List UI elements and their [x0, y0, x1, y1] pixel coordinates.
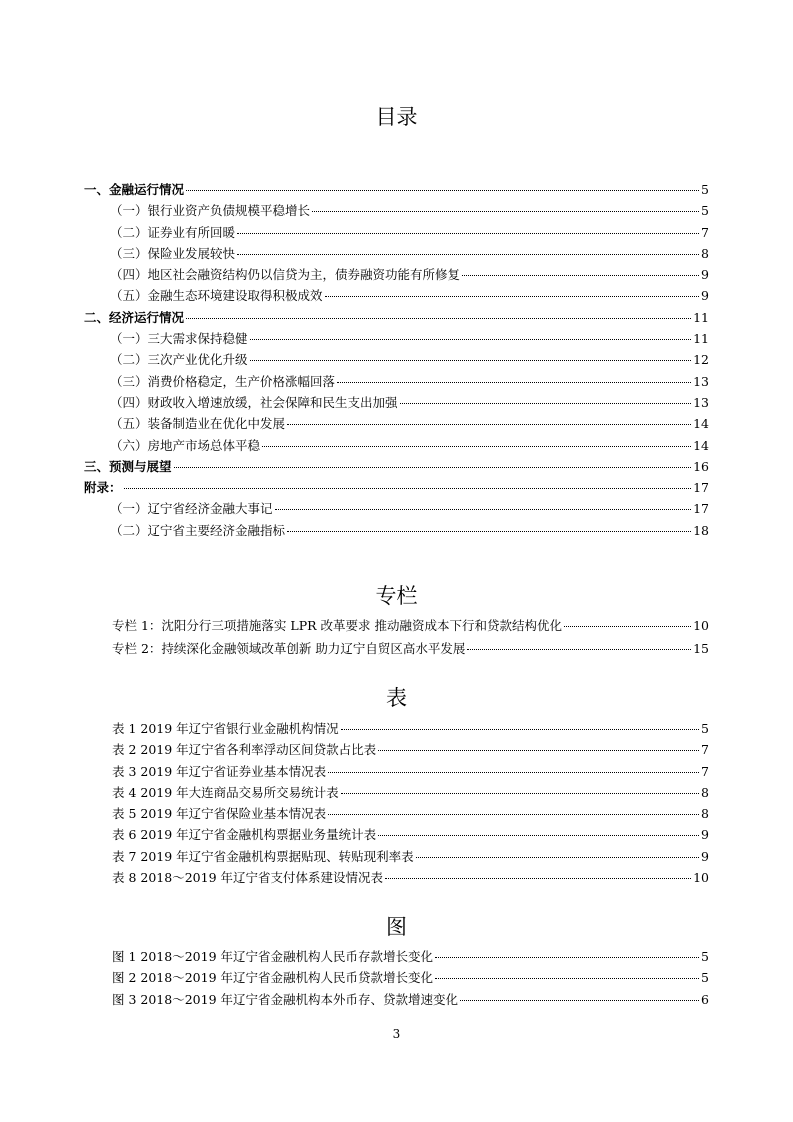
dot-leader [378, 834, 699, 836]
figures-list [0, 946, 793, 1010]
toc-entry[interactable] [0, 264, 793, 285]
columns-list [0, 615, 793, 660]
toc-entry-title: 一、金融运行情况 [84, 182, 185, 197]
tables-entry[interactable] [0, 782, 793, 803]
dot-leader [312, 210, 699, 212]
tables-entry-title: 表 8 2018～2019 年辽宁省支付体系建设情况表 [112, 870, 383, 886]
toc-entry[interactable] [0, 200, 793, 221]
figures-entry[interactable] [0, 967, 793, 988]
dot-leader [186, 317, 691, 319]
toc-entry-title: （五）装备制造业在优化中发展 [110, 416, 286, 432]
dot-leader [385, 877, 691, 879]
toc-entry-title: （二）证券业有所回暖 [110, 224, 236, 240]
toc-entry-title: 附录： [84, 480, 122, 496]
dot-leader [378, 749, 699, 751]
tables-entry-title: 表 4 2019 年大连商品交易所交易统计表 [112, 784, 339, 800]
toc-entry[interactable] [0, 222, 793, 243]
toc-entry-title: （一）银行业资产负债规模平稳增长 [110, 203, 311, 219]
toc-entry-title: （五）金融生态环境建设取得积极成效 [110, 288, 323, 304]
tables-entry[interactable] [0, 867, 793, 888]
toc-entry-page: 7 [701, 224, 709, 240]
tables-entry[interactable] [0, 846, 793, 867]
dot-leader [275, 508, 692, 510]
dot-leader [564, 625, 691, 627]
dot-leader [341, 728, 699, 730]
toc-entry-title: （二）三次产业优化升级 [110, 352, 248, 368]
dot-leader [416, 856, 699, 858]
columns-entry-title: 专栏 1：沈阳分行三项措施落实 LPR 改革要求 推动融资成本下行和贷款结构优化 [112, 618, 562, 633]
tables-entry-title: 表 7 2019 年辽宁省金融机构票据贴现、转贴现利率表 [112, 848, 414, 864]
figures-heading: 图 [386, 915, 407, 939]
tables-entry-title: 表 6 2019 年辽宁省金融机构票据业务量统计表 [112, 827, 377, 843]
dot-leader [250, 359, 692, 361]
figures-entry-title: 图 1 2018～2019 年辽宁省金融机构人民币存款增长变化 [112, 949, 433, 964]
tables-entry[interactable] [0, 761, 793, 782]
figures-entry-page: 5 [701, 949, 709, 964]
dot-leader [186, 189, 699, 191]
dot-leader [341, 792, 699, 794]
figures-entry[interactable] [0, 989, 793, 1010]
figures-entry-page: 6 [701, 991, 709, 1007]
tables-entry-page: 9 [701, 827, 709, 843]
toc-entry-title: （一）三大需求保持稳健 [110, 331, 248, 347]
dot-leader [124, 487, 692, 489]
figures-entry-title: 图 2 2018～2019 年辽宁省金融机构人民币贷款增长变化 [112, 970, 433, 986]
tables-entry-page: 8 [701, 806, 709, 822]
columns-entry-page: 15 [693, 640, 709, 656]
columns-entry[interactable] [0, 615, 793, 638]
columns-entry[interactable] [0, 638, 793, 661]
toc-entry[interactable] [0, 328, 793, 349]
dot-leader [435, 977, 699, 979]
toc-entry-page: 13 [693, 394, 709, 410]
toc-entry-page: 8 [701, 245, 709, 261]
dot-leader [337, 381, 691, 383]
dot-leader [237, 232, 699, 234]
tables-entry-page: 8 [701, 784, 709, 800]
dot-leader [328, 771, 699, 773]
toc-entry-title: 二、经济运行情况 [84, 309, 185, 325]
toc-entry-title: （四）财政收入增速放缓，社会保障和民生支出加强 [110, 394, 398, 410]
toc-entry-title: （二）辽宁省主要经济金融指标 [110, 522, 286, 538]
toc-entry[interactable] [0, 477, 793, 498]
toc-heading: 目录 [375, 105, 418, 129]
toc-entry-page: 18 [693, 522, 709, 538]
dot-leader [287, 423, 691, 425]
toc-entry[interactable] [0, 456, 793, 477]
dot-leader [262, 445, 691, 447]
figures-entry[interactable] [0, 946, 793, 967]
toc-entry-page: 11 [693, 331, 709, 347]
toc-entry-page: 12 [693, 352, 709, 368]
toc-entry[interactable] [0, 285, 793, 306]
toc-entry-page: 16 [693, 458, 709, 474]
tables-entry-page: 9 [701, 848, 709, 864]
columns-entry-page: 10 [693, 618, 709, 633]
toc-entry-page: 14 [693, 416, 709, 432]
toc-entry-page: 9 [701, 267, 709, 283]
toc-entry-title: 三、预测与展望 [84, 458, 172, 474]
dot-leader [287, 530, 691, 532]
toc-entry[interactable] [0, 520, 793, 541]
dot-leader [237, 253, 699, 255]
figures-entry-title: 图 3 2018～2019 年辽宁省金融机构本外币存、贷款增速变化 [112, 991, 458, 1007]
dot-leader [325, 295, 700, 297]
toc-entry-title: （一）辽宁省经济金融大事记 [110, 501, 273, 517]
dot-leader [174, 466, 692, 468]
toc-entry[interactable] [0, 371, 793, 392]
toc-entry-page: 11 [693, 309, 709, 325]
tables-entry-page: 7 [701, 763, 709, 779]
toc-list [0, 179, 793, 541]
columns-heading: 专栏 [375, 584, 418, 608]
toc-entry[interactable] [0, 349, 793, 370]
dot-leader [460, 999, 699, 1001]
toc-entry-page: 14 [693, 437, 709, 453]
toc-entry-page: 5 [701, 182, 709, 197]
toc-entry-title: （三）保险业发展较快 [110, 245, 236, 261]
toc-entry-page: 5 [701, 203, 709, 219]
tables-heading: 表 [386, 686, 407, 710]
tables-entry-page: 10 [693, 870, 709, 886]
toc-entry[interactable] [0, 498, 793, 519]
toc-entry[interactable] [0, 307, 793, 328]
tables-entry-title: 表 2 2019 年辽宁省各利率浮动区间贷款占比表 [112, 742, 377, 758]
toc-entry-title: （三）消费价格稳定，生产价格涨幅回落 [110, 373, 336, 389]
toc-entry-title: （六）房地产市场总体平稳 [110, 437, 261, 453]
columns-entry-title: 专栏 2：持续深化金融领域改革创新 助力辽宁自贸区高水平发展 [112, 640, 466, 656]
toc-entry[interactable] [0, 413, 793, 434]
dot-leader [462, 274, 699, 276]
tables-entry[interactable] [0, 824, 793, 845]
toc-entry[interactable] [0, 179, 793, 200]
tables-entry[interactable] [0, 718, 793, 739]
toc-entry[interactable] [0, 435, 793, 456]
toc-entry-page: 13 [693, 373, 709, 389]
tables-entry-title: 表 3 2019 年辽宁省证券业基本情况表 [112, 763, 327, 779]
toc-entry-page: 9 [701, 288, 709, 304]
dot-leader [250, 338, 692, 340]
toc-entry[interactable] [0, 392, 793, 413]
toc-entry-page: 17 [693, 501, 709, 517]
tables-entry-title: 表 1 2019 年辽宁省银行业金融机构情况 [112, 721, 339, 736]
tables-entry-page: 7 [701, 742, 709, 758]
tables-list [0, 718, 793, 888]
page-number: 3 [392, 1027, 401, 1041]
dot-leader [467, 648, 691, 650]
tables-entry-page: 5 [701, 721, 709, 736]
toc-entry-title: （四）地区社会融资结构仍以信贷为主，债券融资功能有所修复 [110, 267, 461, 283]
figures-entry-page: 5 [701, 970, 709, 986]
dot-leader [328, 813, 699, 815]
tables-entry-title: 表 5 2019 年辽宁省保险业基本情况表 [112, 806, 327, 822]
tables-entry[interactable] [0, 803, 793, 824]
dot-leader [400, 402, 692, 404]
toc-entry-page: 17 [693, 480, 709, 496]
dot-leader [435, 956, 699, 958]
toc-entry[interactable] [0, 243, 793, 264]
tables-entry[interactable] [0, 739, 793, 760]
